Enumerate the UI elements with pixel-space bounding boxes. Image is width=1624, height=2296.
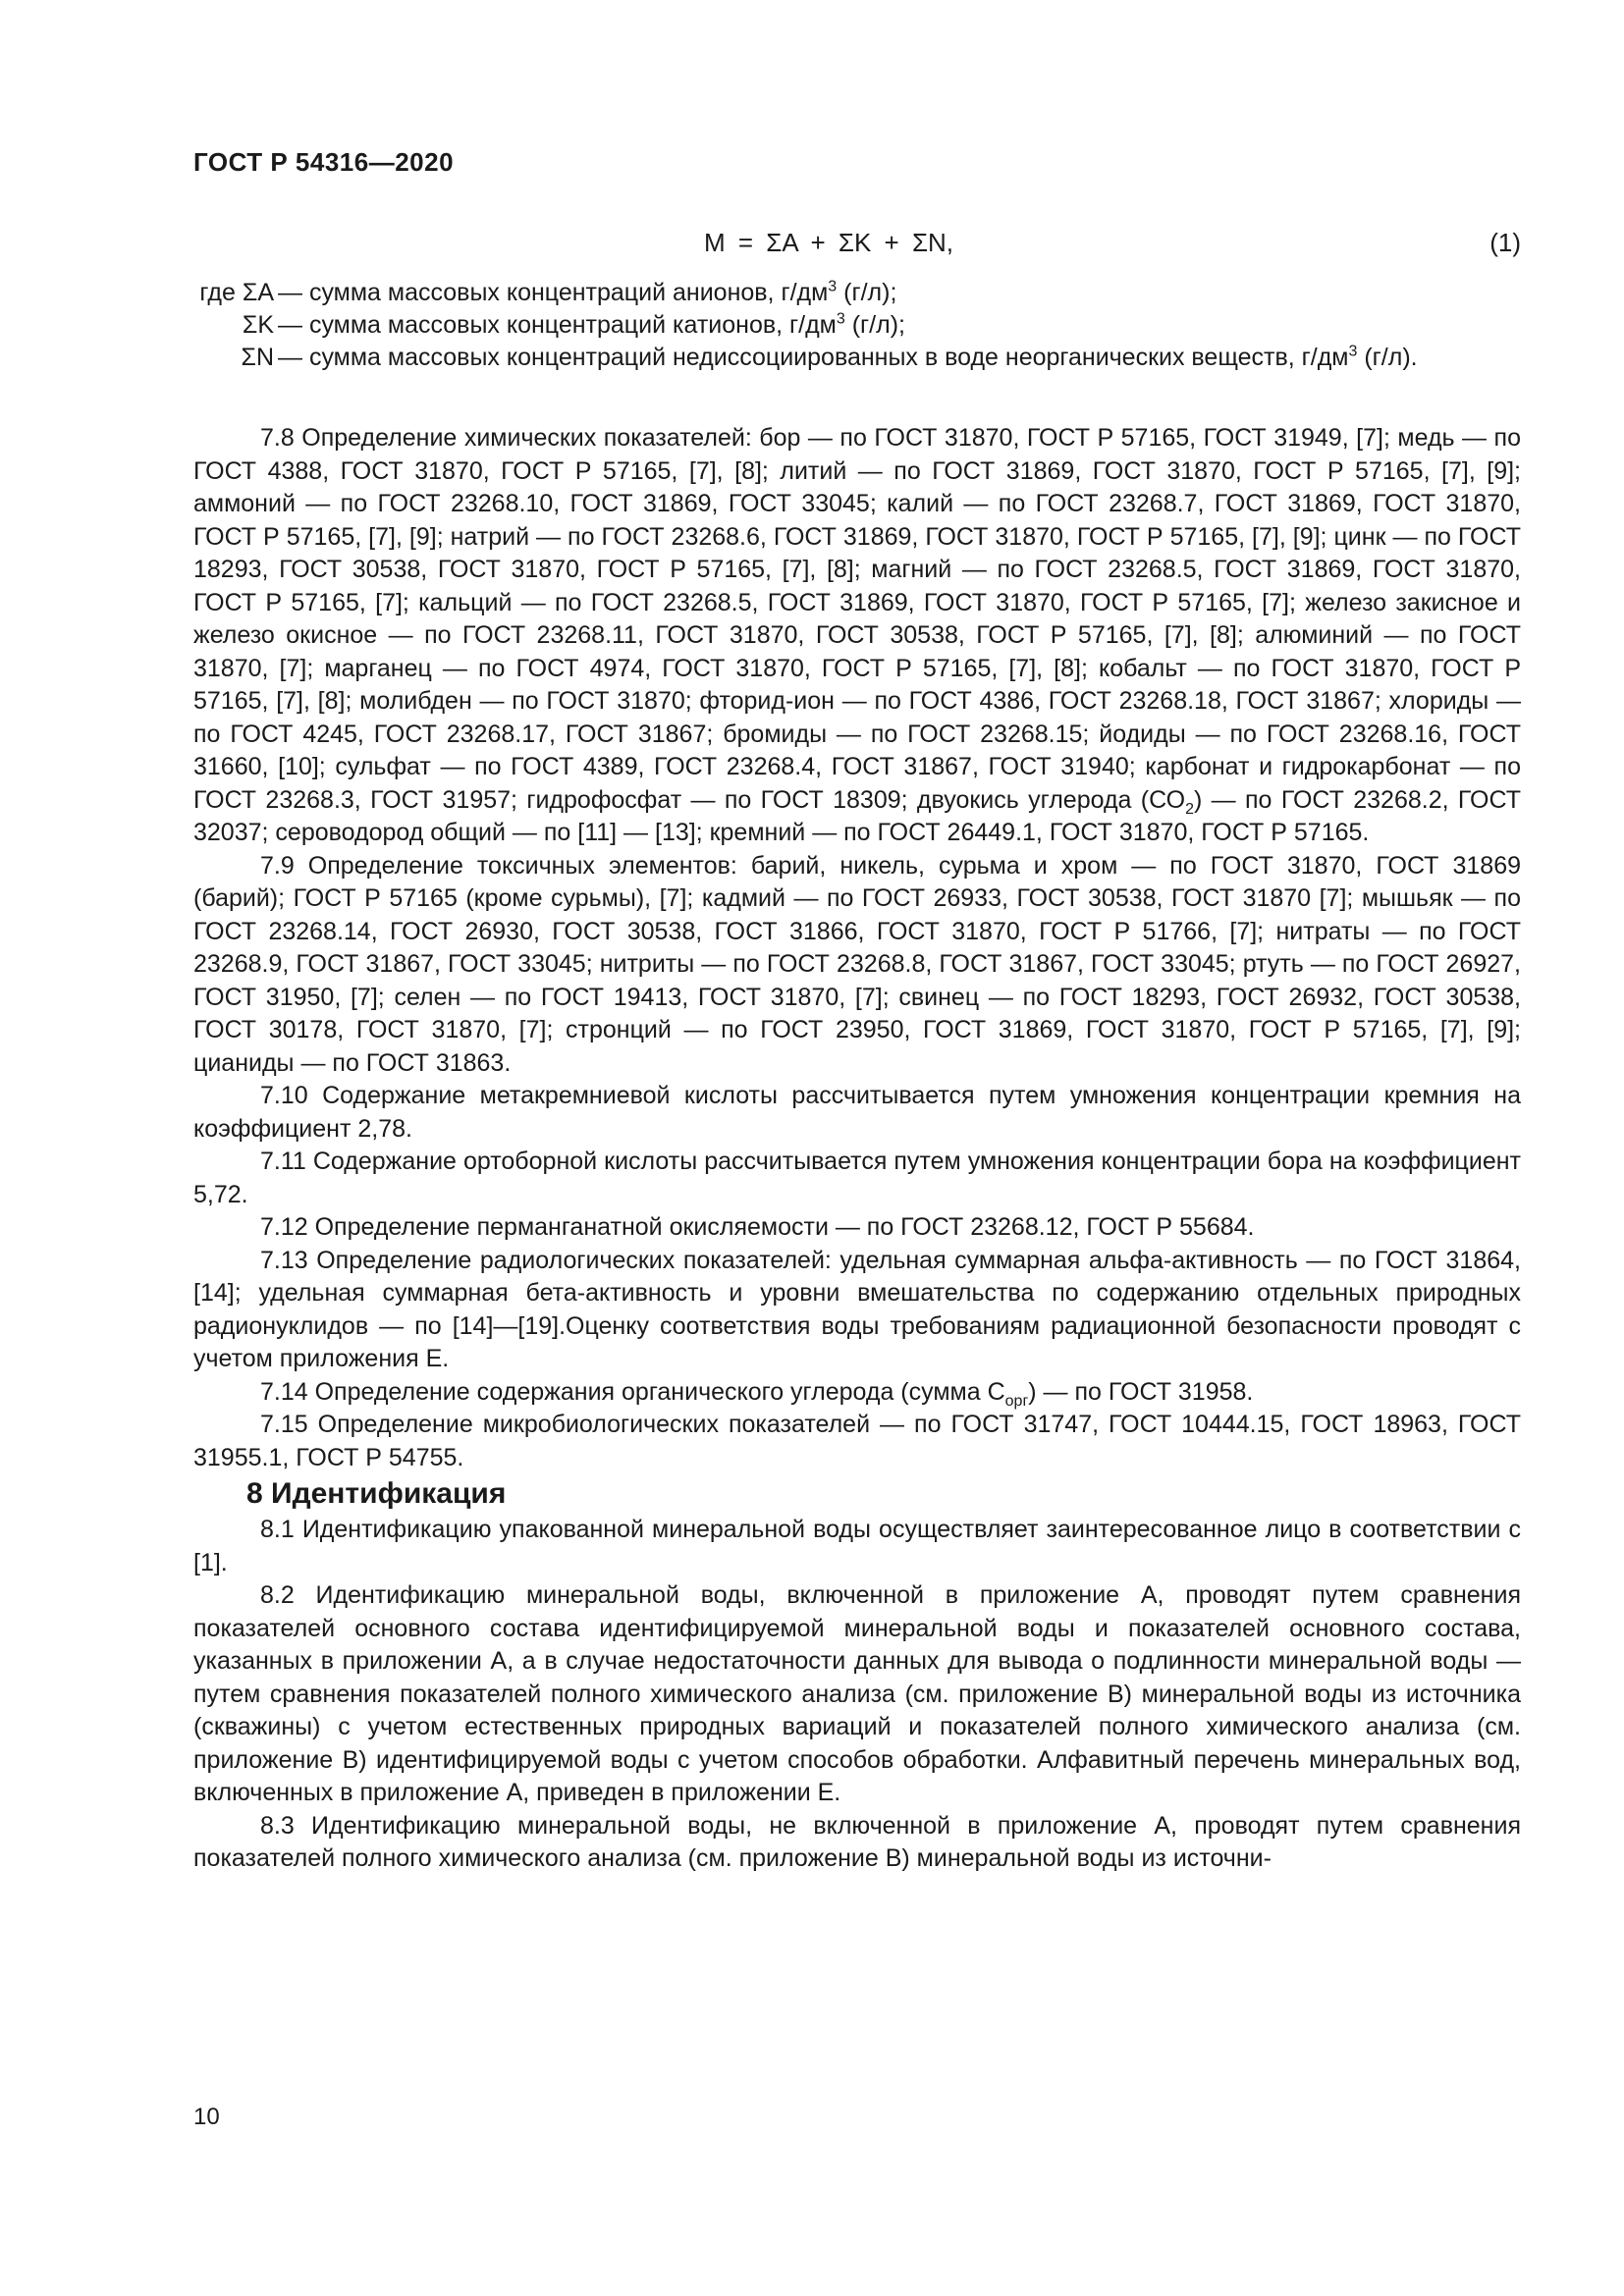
paragraph-8-2: 8.2 Идентификацию минеральной воды, включенной в приложение А, проводят путем сравнения показателей основного состава идентифицируемой минеральной воды и показателей основного состава, указанных в приложении А, а в случае недостаточности данных для вывода о подлинности минеральной воды — путем сравнения показателей полного химического анализа (см. приложение В) минеральной воды из источника (скважины) с учетом естественных природных вариаций и показателей полного химического анализа (см. приложение В) идентифицируемой воды с учетом способов обработки. Алфавитный перечень минеральных вод, включенных в приложение А, приведен в приложении Е. xyxy=(193,1581,1521,1806)
document-page xyxy=(193,0,1521,2296)
legend-item xyxy=(193,342,1521,374)
paragraph-7-14: 7.14 Определение содержания органического углерода (сумма $С_{орг}$) — по ГОСТ 31958. xyxy=(260,1377,1254,1410)
legend-item xyxy=(193,309,1521,342)
page-number: 10 xyxy=(193,2104,220,2130)
body-text xyxy=(193,422,1521,1876)
legend-term: ΣN xyxy=(241,344,274,371)
legend-item xyxy=(193,277,1521,309)
formula-expression: M = ΣA + ΣK + ΣN, xyxy=(704,228,954,257)
paragraph-8-1: 8.1 Идентификацию упакованной минеральной воды осуществляет заинтересованное лицо в соответствии с [1]. xyxy=(193,1516,1521,1576)
legend-term: где ΣA xyxy=(199,279,274,306)
paragraph-7-8: 7.8 Определение химических показателей: бор — по ГОСТ 31870, ГОСТ Р 57165, ГОСТ 31949, [7]; медь — по ГОСТ 4388, ГОСТ 31870, ГОСТ Р 57165, [7], [8]; литий — по ГОСТ 31869, ГОСТ 31870, ГОСТ Р 57165, [7], [9]; аммоний — по ГОСТ 23268.10, ГОСТ 31869, ГОСТ 33045; калий — по ГОСТ 23268.7, ГОСТ 31869, ГОСТ 31870, ГОСТ Р 57165, [7], [9]; натрий — по ГОСТ 23268.6, ГОСТ 31869, ГОСТ 31870, ГОСТ Р 57165, [7], [9]; цинк — по ГОСТ 18293, ГОСТ 30538, ГОСТ 31870, ГОСТ Р 57165, [7], [8]; магний — по ГОСТ 23268.5, ГОСТ 31869, ГОСТ 31870, ГОСТ Р 57165, [7]; кальций — по ГОСТ 23268.5, ГОСТ 31869, ГОСТ 31870, ГОСТ Р 57165, [7]; железо закисное и железо окисное — по ГОСТ 23268.11, ГОСТ 31870, ГОСТ 30538, ГОСТ Р 57165, [7], [8]; алюминий — по ГОСТ 31870, [7]; марганец — по ГОСТ 4974, ГОСТ 31870, ГОСТ Р 57165, [7], [8]; кобальт — по ГОСТ 31870, ГОСТ Р 57165, [7], [8]; молибден — по ГОСТ 31870; фторид-ион — по ГОСТ 4386, ГОСТ 23268.18, ГОСТ 31867; хлориды — по ГОСТ 4245, ГОСТ 23268.17, ГОСТ 31867; бромиды — по ГОСТ 23268.15; йодиды — по ГОСТ 23268.16, ГОСТ 31660, [10]; сульфат — по ГОСТ 4389, ГОСТ 23268.4, ГОСТ 31867, ГОСТ 31940; карбонат и гидрокарбонат — по ГОСТ 23268.3, ГОСТ 31957; гидрофосфат — по ГОСТ 18309; двуокись углерода $(СО_2)$ — по ГОСТ 23268.2, ГОСТ 32037; сероводород общий — по [11] — [13]; кремний — по ГОСТ 26449.1, ГОСТ 31870, ГОСТ Р 57165. xyxy=(193,424,1521,846)
paragraph-7-9: 7.9 Определение токсичных элементов: барий, никель, сурьма и хром — по ГОСТ 31870, ГОСТ 31869 (барий); ГОСТ Р 57165 (кроме сурьмы), [7]; кадмий — по ГОСТ 26933, ГОСТ 30538, ГОСТ 31870 [7]; мышьяк — по ГОСТ 23268.14, ГОСТ 26930, ГОСТ 30538, ГОСТ 31866, ГОСТ 31870, ГОСТ Р 51766, [7]; нитраты — по ГОСТ 23268.9, ГОСТ 31867, ГОСТ 33045; нитриты — по ГОСТ 23268.8, ГОСТ 31867, ГОСТ 33045; ртуть — по ГОСТ 26927, ГОСТ 31950, [7]; селен — по ГОСТ 19413, ГОСТ 31870, [7]; свинец — по ГОСТ 18293, ГОСТ 26932, ГОСТ 30538, ГОСТ 30178, ГОСТ 31870, [7]; стронций — по ГОСТ 23950, ГОСТ 31869, ГОСТ 31870, ГОСТ Р 57165, [7], [9]; цианиды — по ГОСТ 31863. xyxy=(193,851,1521,1077)
paragraph-8-3: 8.3 Идентификацию минеральной воды, не включенной в приложение А, проводят путем сравнения показателей полного химического анализа (см. приложение В) минеральной воды из источни- xyxy=(193,1811,1521,1872)
paragraph-7-15: 7.15 Определение микробиологических показателей — по ГОСТ 31747, ГОСТ 10444.15, ГОСТ 18963, ГОСТ 31955.1, ГОСТ Р 54755. xyxy=(193,1411,1521,1471)
paragraph-7-13: 7.13 Определение радиологических показателей: удельная суммарная альфа-активность — по ГОСТ 31864, [14]; удельная суммарная бета-активность и уровни вмешательства по содержанию отдельных природных радионуклидов — по [14]—[19].Оценку соответствия воды требованиям радиационной безопасности проводят с учетом приложения Е. xyxy=(193,1246,1521,1372)
legend-desc: — сумма массовых концентраций катионов, $г/дм^3$ (г/л); xyxy=(278,310,905,339)
section-heading: 8 Идентификация xyxy=(246,1477,507,1510)
legend-term: ΣK xyxy=(242,311,274,339)
legend-desc: — сумма массовых концентраций недиссоциированных в воде неорганических веществ, $г/дм^3$ (г/л). xyxy=(278,343,1418,371)
paragraph-7-10: 7.10 Содержание метакремниевой кислоты рассчитывается путем умножения концентрации кремния на коэффициент 2,78. xyxy=(193,1082,1521,1143)
legend-desc: — сумма массовых концентраций анионов, $г/дм^3$ (г/л); xyxy=(278,278,897,306)
formula-legend xyxy=(193,277,1521,374)
paragraph-7-12: 7.12 Определение перманганатной окисляемости — по ГОСТ 23268.12, ГОСТ Р 55684. xyxy=(260,1213,1255,1241)
document-header: ГОСТ Р 54316—2020 xyxy=(193,147,455,177)
formula-row xyxy=(193,228,1521,263)
formula-number: (1) xyxy=(1489,228,1521,257)
paragraph-7-11: 7.11 Содержание ортоборной кислоты рассчитывается путем умножения концентрации бора на коэффициент 5,72. xyxy=(193,1148,1521,1208)
